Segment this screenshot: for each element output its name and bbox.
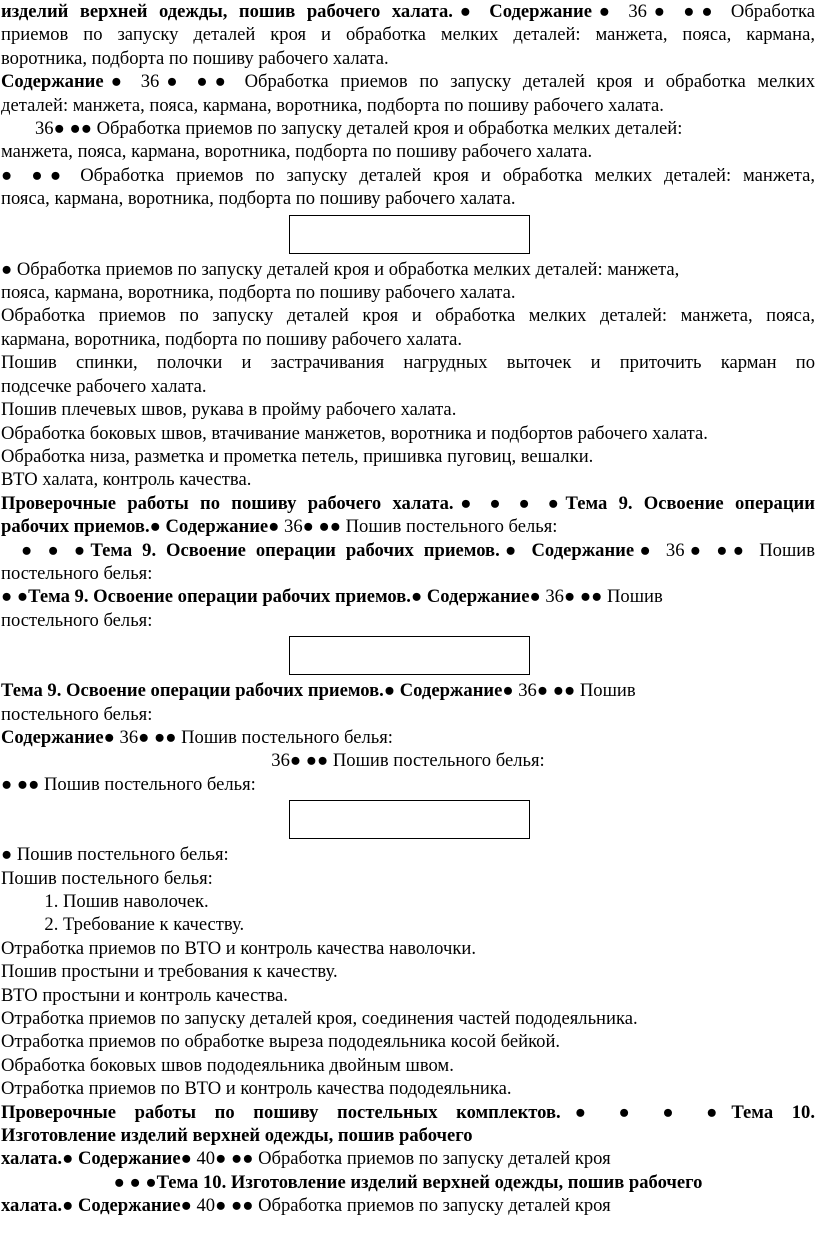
- text-line: подсечке рабочего халата.: [1, 375, 207, 397]
- text-line: манжета, пояса, кармана, воротника, подборта по пошиву рабочего халата.: [1, 141, 593, 163]
- text-line: постельного белья:: [1, 703, 153, 725]
- empty-box: [289, 636, 530, 675]
- text-line: Изготовление изделий верхней одежды, пошив рабочего: [1, 1125, 473, 1147]
- text-line: Пошив простыни и требования к качеству.: [1, 961, 338, 983]
- text-line: ● ● ●Тема 9. Освоение операции рабочих приемов.● Содержание● 36● ●● Пошив: [21, 539, 816, 561]
- text-line: ВТО простыни и контроль качества.: [1, 984, 288, 1006]
- text-line: Обработка боковых швов пододеяльника двойным швом.: [1, 1054, 454, 1076]
- text-line: халата.● Содержание● 40● ●● Обработка приемов по запуску деталей кроя: [1, 1195, 611, 1217]
- text-line: ● ● ●Тема 10. Изготовление изделий верхней одежды, пошив рабочего: [113, 1171, 703, 1193]
- text-line: постельного белья:: [1, 562, 153, 584]
- text-line: Отработка приемов по обработке выреза пододеяльника косой бейкой.: [1, 1031, 561, 1053]
- text-line: Тема 9. Освоение операции рабочих приемов.● Содержание● 36● ●● Пошив: [1, 680, 636, 702]
- text-line: Содержание● 36● ●● Обработка приемов по запуску деталей кроя и обработка мелких: [1, 71, 815, 93]
- text-line: 36● ●● Обработка приемов по запуску деталей кроя и обработка мелких деталей:: [35, 118, 683, 140]
- text-line: пояса, кармана, воротника, подборта по пошиву рабочего халата.: [1, 188, 516, 210]
- text-line: Отработка приемов по запуску деталей кроя, соединения частей пододеяльника.: [1, 1008, 638, 1030]
- text-line: ● ●● Обработка приемов по запуску деталей кроя и обработка мелких деталей: манжета,: [1, 164, 815, 186]
- text-line: изделий верхней одежды, пошив рабочего халата.● Содержание● 36● ●● Обработка: [1, 1, 815, 22]
- text-line: Проверочные работы по пошиву постельных комплектов.● ● ● ●Тема 10.: [1, 1101, 815, 1123]
- text-line: Отработка приемов по ВТО и контроль качества наволочки.: [1, 937, 476, 959]
- text-line: Обработка боковых швов, втачивание манжетов, воротника и подбортов рабочего халата.: [1, 422, 708, 444]
- list-item: 1. Пошив наволочек.: [63, 890, 815, 913]
- text-line: Обработка низа, разметка и прометка петель, пришивка пуговиц, вешалки.: [1, 445, 594, 467]
- list-item: 2. Требование к качеству.: [63, 913, 815, 936]
- text-line: кармана, воротника, подборта по пошиву рабочего халата.: [1, 328, 463, 350]
- empty-box: [289, 800, 530, 839]
- text-line: Обработка приемов по запуску деталей кроя и обработка мелких деталей: манжета, пояса,: [1, 305, 815, 327]
- text-line: ● ●Тема 9. Освоение операции рабочих приемов.● Содержание● 36● ●● Пошив: [1, 586, 663, 608]
- text-line: ● Обработка приемов по запуску деталей кроя и обработка мелких деталей: манжета,: [1, 258, 680, 280]
- text-line: пояса, кармана, воротника, подборта по пошиву рабочего халата.: [1, 282, 516, 304]
- text-line: 36● ●● Пошив постельного белья:: [271, 750, 545, 772]
- text-line: ● ●● Пошив постельного белья:: [1, 773, 256, 795]
- text-line: ВТО халата, контроль качества.: [1, 469, 252, 491]
- text-line: постельного белья:: [1, 609, 153, 631]
- empty-box: [289, 215, 530, 254]
- text-line: приемов по запуску деталей кроя и обработка мелких деталей: манжета, пояса, кармана,: [1, 24, 815, 46]
- text-line: халата.● Содержание● 40● ●● Обработка приемов по запуску деталей кроя: [1, 1148, 611, 1170]
- text-line: Пошив постельного белья:: [1, 867, 213, 889]
- text-line: Проверочные работы по пошиву рабочего халата.● ● ● ●Тема 9. Освоение операции: [1, 492, 815, 514]
- text-line: Отработка приемов по ВТО и контроль качества пододеяльника.: [1, 1078, 512, 1100]
- text-line: воротника, подборта по пошиву рабочего халата.: [1, 47, 389, 69]
- text-line: деталей: манжета, пояса, кармана, воротника, подборта по пошиву рабочего халата.: [1, 94, 664, 116]
- text-line: Содержание● 36● ●● Пошив постельного белья:: [1, 726, 393, 748]
- text-line: рабочих приемов.● Содержание● 36● ●● Пошив постельного белья:: [1, 516, 558, 538]
- numbered-list: [1, 890, 815, 937]
- text-line: Пошив плечевых швов, рукава в пройму рабочего халата.: [1, 399, 457, 421]
- text-line: ● Пошив постельного белья:: [1, 844, 229, 866]
- text-line: Пошив спинки, полочки и застрачивания нагрудных выточек и приточить карман по: [1, 352, 815, 374]
